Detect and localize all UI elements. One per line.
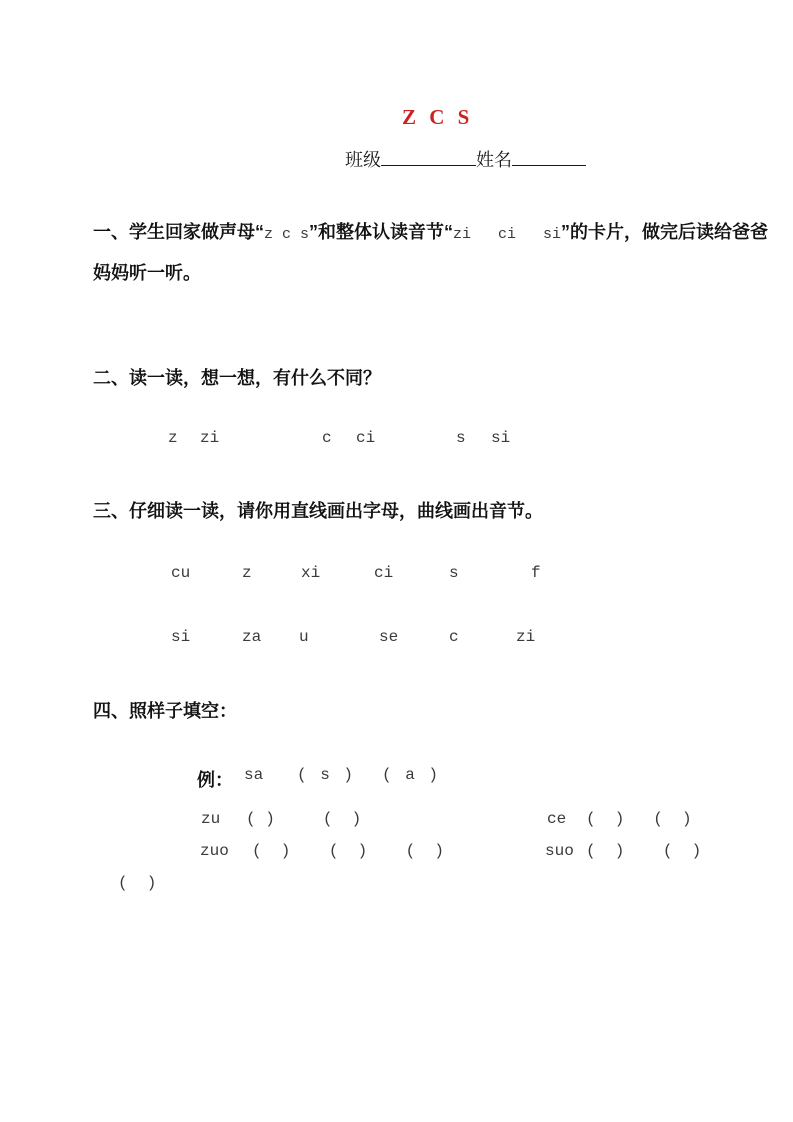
section2-pinyin-row [0,429,793,455]
pinyin-letter: ci [356,429,376,447]
worksheet-title: Z C S [402,105,474,129]
section1-line2: 妈妈听一听。 [93,263,201,283]
pinyin-letter: xi [301,564,321,582]
name-label: 姓名 [476,150,512,170]
pinyin-letter: c [322,429,332,447]
pinyin-letter: z [242,564,252,582]
pinyin-letter: za [242,628,262,646]
section3-heading: 三、仔细读一读，请你用直线画出字母，曲线画出音节。 [93,501,543,521]
syllable-suo: suo [545,842,574,860]
syllable-zu: zu [201,810,221,828]
syllable-zuo: zuo [200,842,229,860]
pinyin-letter: ci [374,564,394,582]
pinyin-letter: c [449,628,459,646]
class-name-line [345,146,586,172]
section1-text-part2: ”和整体认读音节“ [309,222,454,242]
suo-blanks: ( ) ( ) [586,842,702,860]
example-blank-initial: ( s ) [297,766,356,784]
zuo-blanks: ( ) ( ) ( ) [252,842,445,860]
section4-fill-row2 [0,842,793,868]
section1-text-part1: 一、学生回家做声母“ [93,222,264,242]
example-syllable: sa [244,766,264,784]
overflow-blank: ( ) [118,874,157,892]
example-label: 例： [197,770,233,790]
section1-line1 [93,218,768,244]
class-label: 班级 [345,150,381,170]
pinyin-letter: z [168,429,178,447]
class-blank-underline [381,149,476,166]
pinyin-letter: si [171,628,191,646]
syllable-ce: ce [547,810,567,828]
section3-pinyin-row2 [0,628,793,654]
section4-example-row [0,766,793,792]
ce-blanks: ( ) ( ) [586,810,692,828]
pinyin-letter: s [449,564,459,582]
name-blank-underline [512,149,586,166]
section3-pinyin-row1 [0,564,793,590]
pinyin-letter: s [456,429,466,447]
section4-fill-row1 [0,810,793,836]
section1-text-part3: ”的卡片，做完后读给爸爸 [561,222,769,242]
section1-pinyin-zcs: z c s [264,226,310,243]
section4-heading: 四、照样子填空： [93,701,237,721]
example-blank-final: ( a ) [382,766,441,784]
pinyin-letter: se [379,628,399,646]
pinyin-letter: si [491,429,511,447]
pinyin-letter: zi [516,628,536,646]
pinyin-letter: f [531,564,541,582]
pinyin-letter: cu [171,564,191,582]
pinyin-letter: u [299,628,309,646]
section2-heading: 二、读一读，想一想，有什么不同？ [93,368,381,388]
section4-overflow-row [0,874,793,900]
section1-pinyin-zicisi: zi ci si [453,226,562,243]
pinyin-letter: zi [200,429,220,447]
zu-blanks: ( ) ( ) [246,810,362,828]
